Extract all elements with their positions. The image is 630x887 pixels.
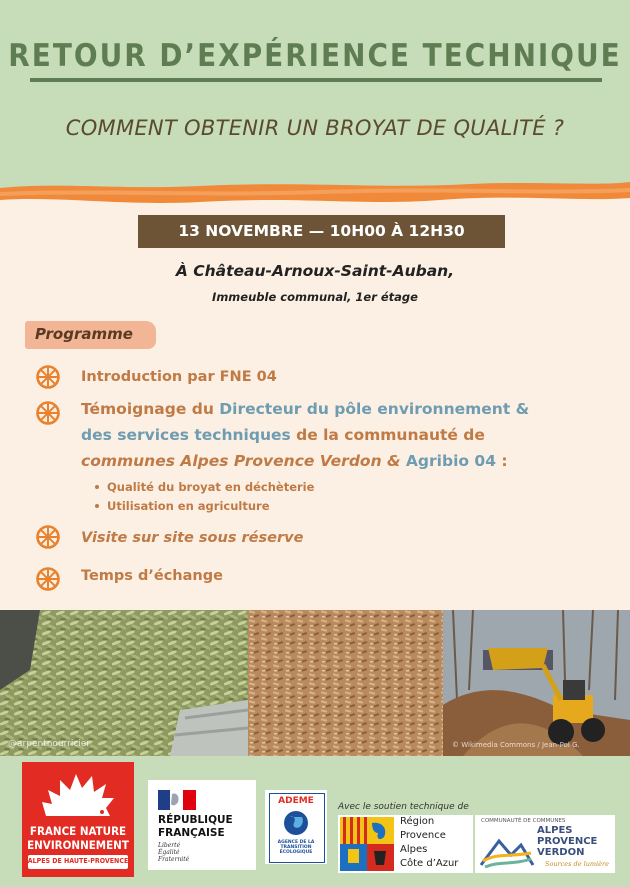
ademe-sub-3: ÉCOLOGIQUE [279,850,313,855]
date-banner: 13 NOVEMBRE — 10H00 À 12H30 [138,215,505,248]
wheel-icon [35,400,61,426]
appv-name [537,825,597,858]
temoignage-community-name: communes Alpes Provence Verdon & [81,452,406,470]
region-coat-of-arms-icon [340,817,394,871]
programme-bullets [107,480,314,518]
event-place-detail: Immeuble communal, 1er étage [212,290,418,304]
programme-item-temoignage [81,396,621,474]
title-underline [30,78,602,82]
republique-francaise-logo [148,780,256,870]
programme-item-echange: Temps d’échange [81,568,223,584]
fne-subtitle: ALPES DE HAUTE-PROVENCE [27,857,129,865]
ademe-sub-2: TRANSITION [280,845,312,850]
photo-leaves-crate [0,610,248,756]
ademe-subtitle [265,840,327,855]
appv-line-3: VERDON [537,847,585,858]
region-line-2: Provence [400,830,446,841]
region-line-4: Côte d’Azur [400,858,459,869]
fne-logo [22,762,134,877]
photo-loader-machine [443,610,630,756]
appv-line-1: ALPES [537,825,573,836]
region-name [400,815,458,871]
rf-line1: RÉPUBLIQUE [158,814,233,826]
temoignage-community: de la communauté de [290,426,485,444]
photo-wood-chips [248,610,443,756]
temoignage-colon: : [496,452,508,470]
page-subtitle: COMMENT OBTENIR UN BROYAT DE QUALITÉ ? [65,116,565,140]
wheel-icon [35,364,61,390]
temoignage-agribio: Agribio 04 [405,452,496,470]
programme-item-intro: Introduction par FNE 04 [81,369,277,385]
rf-motto-2: Égalité [158,849,180,856]
photo-credit: @arpentnourricier [8,739,91,749]
rf-motto [158,842,189,863]
hedgehog-icon [40,768,116,820]
photo-credit: © Wikimedia Commons / Jean-Pol G. [452,741,580,749]
marianne-flag-icon [158,790,196,810]
appv-tagline: Sources de lumière [545,860,609,868]
appv-line-2: PROVENCE [537,836,598,847]
ademe-name: ADEME [278,796,314,806]
temoignage-services: des services techniques [81,426,291,444]
event-place: À Château-Arnoux-Saint-Auban, [175,262,455,280]
bullet-item: Qualité du broyat en déchèterie [107,480,315,494]
alpes-provence-verdon-logo [475,815,615,873]
rf-motto-3: Fraternité [158,856,190,863]
header-band [0,0,630,190]
appv-top-label: COMMUNAUTÉ DE COMMUNES [481,818,566,824]
page-title: RETOUR D’EXPÉRIENCE TECHNIQUE [8,38,622,74]
region-sud-logo [338,815,473,873]
rf-motto-1: Liberté [158,842,181,849]
region-line-3: Alpes [400,844,428,855]
region-line-1: Région [400,816,435,827]
wheel-icon [35,524,61,550]
photo-strip [0,610,630,756]
ademe-sub-1: AGENCE DE LA [277,840,315,845]
orange-brush-stroke [0,178,630,208]
rf-line2: FRANÇAISE [158,827,225,839]
bullet-item: Utilisation en agriculture [107,499,314,513]
programme-item-visite: Visite sur site sous réserve [81,530,304,546]
fne-name-line2: ENVIRONNEMENT [27,838,129,852]
mountains-icon [479,831,535,869]
temoignage-director: Directeur du pôle environnement & [219,400,530,418]
fne-name-line1: FRANCE NATURE [29,824,127,838]
wheel-icon [35,566,61,592]
temoignage-text: Témoignage du [81,400,220,418]
support-caption: Avec le soutien technique de [338,802,469,812]
ademe-logo [265,790,327,864]
globe-icon [282,809,310,837]
programme-label: Programme [35,325,133,343]
